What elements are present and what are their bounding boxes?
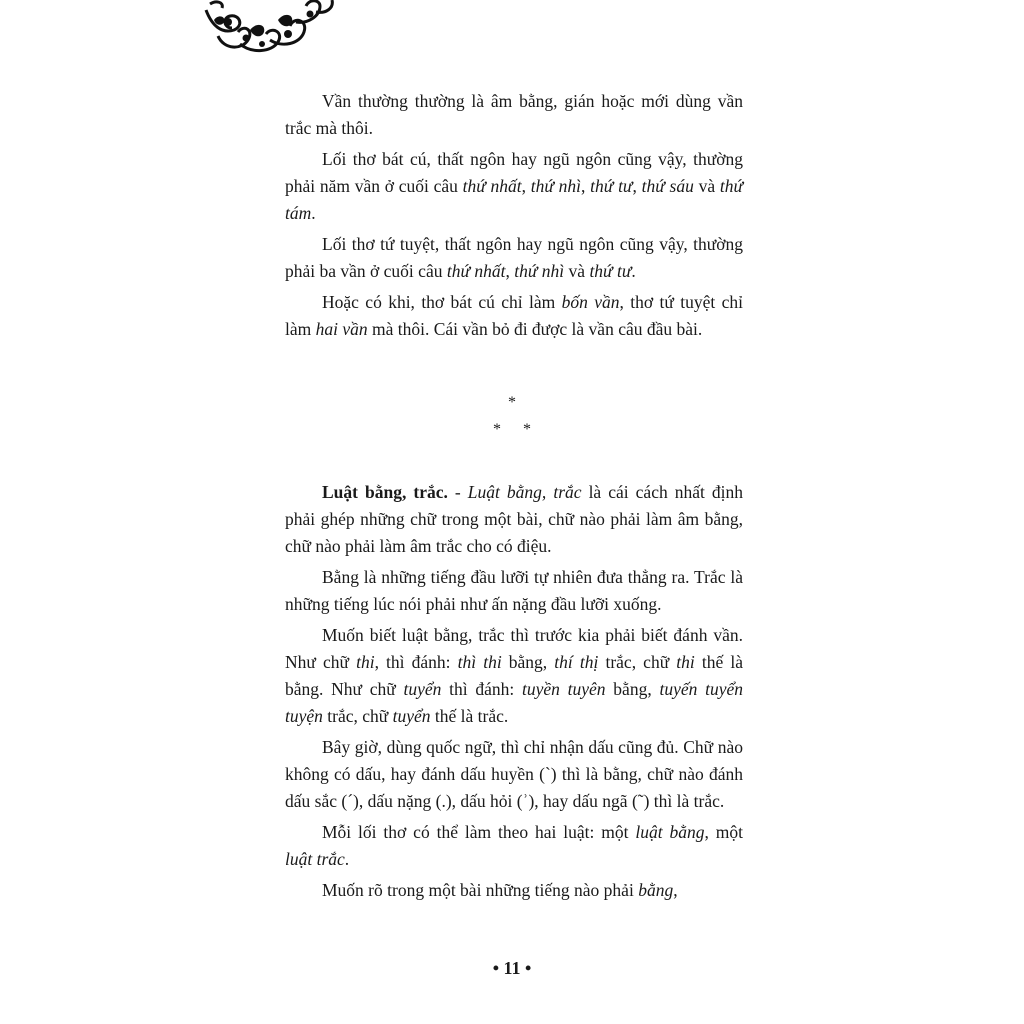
- text-run: thế là bằng. Như chữ: [285, 652, 743, 699]
- text-run: Muốn rõ trong một bài những tiếng nào phải: [322, 880, 639, 900]
- paragraph: [285, 734, 743, 815]
- italic-term: thứ tư: [589, 261, 632, 281]
- text-run: ,: [632, 176, 642, 196]
- text-run: bằng,: [501, 652, 555, 672]
- italic-term: thi: [356, 652, 375, 672]
- italic-term: bằng: [638, 880, 674, 900]
- text-run: .: [344, 849, 350, 869]
- paragraph: [285, 146, 743, 227]
- italic-term: thứ tám: [285, 176, 743, 223]
- italic-term: bốn vần: [561, 292, 620, 312]
- text-run: trắc, chữ: [598, 652, 677, 672]
- italic-term: thứ nhất: [446, 261, 506, 281]
- text-run: ,: [505, 261, 515, 281]
- section-separator-top-star: *: [508, 394, 516, 411]
- paragraph: [285, 564, 743, 618]
- text-run: Muốn biết luật bằng, trắc thì trước kia phải biết đánh vần. Như chữ: [285, 625, 743, 672]
- italic-term: thứ sáu: [641, 176, 694, 196]
- italic-term: luật trắc: [285, 849, 345, 869]
- page-number: • 11 •: [492, 958, 532, 978]
- floral-ornament-icon: [200, 0, 340, 54]
- italic-term: hai vần: [315, 319, 368, 339]
- section-separator-bottom-stars: [0, 421, 1024, 439]
- paragraph: [285, 289, 743, 343]
- text-run: Hoặc có khi, thơ bát cú chỉ làm: [322, 292, 562, 312]
- text-run: Mỗi lối thơ có thể làm theo hai luật: một: [322, 822, 636, 842]
- italic-term: luật bằng: [635, 822, 705, 842]
- text-run: trắc, chữ: [322, 706, 393, 726]
- paragraph: [285, 231, 743, 285]
- italic-term: thứ nhất: [462, 176, 522, 196]
- italic-term: tuyển: [403, 679, 442, 699]
- text-run: -: [447, 482, 468, 502]
- text-run: bằng,: [605, 679, 660, 699]
- italic-term: thì thi: [457, 652, 502, 672]
- text-run: , thơ tứ tuyệt chỉ làm: [285, 292, 743, 339]
- text-run: ,: [521, 176, 531, 196]
- text-run: .: [311, 203, 316, 223]
- text-run: Lối thơ tứ tuyệt, thất ngôn hay ngũ ngôn cũng vậy, thường phải ba vần ở cuối câu: [285, 234, 743, 281]
- separator-star-right: *: [523, 421, 531, 438]
- italic-term: tuyền tuyên: [522, 679, 606, 699]
- text-run: thì đánh:: [441, 679, 523, 699]
- italic-term: tuyển: [392, 706, 431, 726]
- text-run: Bây giờ, dùng quốc ngữ, thì chỉ nhận dấu cũng đủ. Chữ nào không có dấu, hay đánh dấu huyền (`) thì là bằng, chữ nào đánh dấu sắc (´), dấu nặng (.), dấu hỏi (ʾ), hay dấu ngã (˜) thì là trắc.: [285, 737, 743, 811]
- text-block-bottom: [285, 479, 743, 908]
- paragraph: [285, 877, 743, 904]
- paragraph: [285, 479, 743, 560]
- text-block-top: [285, 88, 743, 347]
- italic-term: thứ nhì: [514, 261, 565, 281]
- italic-term: thí thị: [554, 652, 599, 672]
- text-run: thế là trắc.: [430, 706, 509, 726]
- text-run: Vần thường thường là âm bằng, gián hoặc mới dùng vần trắc mà thôi.: [285, 91, 743, 138]
- text-run: , một: [704, 822, 743, 842]
- text-run: Lối thơ bát cú, thất ngôn hay ngũ ngôn cũng vậy, thường phải năm vần ở cuối câu: [285, 149, 743, 196]
- section-heading: Luật bằng, trắc.: [322, 482, 448, 502]
- italic-term: tuyến tuyển tuyện: [285, 679, 743, 726]
- italic-term: thi: [676, 652, 695, 672]
- italic-term: thứ nhì: [530, 176, 582, 196]
- text-run: Bằng là những tiếng đầu lưỡi tự nhiên đưa thẳng ra. Trắc là những tiếng lúc nói phải như ấn nặng đầu lưỡi xuống.: [285, 567, 743, 614]
- paragraph: [285, 819, 743, 873]
- text-run: và: [564, 261, 590, 281]
- text-run: ,: [673, 880, 678, 900]
- text-run: là cái cách nhất định phải ghép những chữ trong một bài, chữ nào phải làm âm bằng, chữ nào phải làm âm trắc cho có điệu.: [285, 482, 744, 556]
- paragraph: [285, 622, 743, 730]
- italic-term: thứ tư: [590, 176, 633, 196]
- italic-term: Luật bằng, trắc: [467, 482, 582, 502]
- text-run: và: [693, 176, 720, 196]
- text-run: .: [631, 261, 636, 281]
- paragraph: [285, 88, 743, 142]
- text-run: mà thôi. Cái vần bỏ đi được là vần câu đầu bài.: [367, 319, 703, 339]
- separator-star-left: *: [493, 421, 501, 438]
- text-run: , thì đánh:: [374, 652, 458, 672]
- text-run: ,: [581, 176, 591, 196]
